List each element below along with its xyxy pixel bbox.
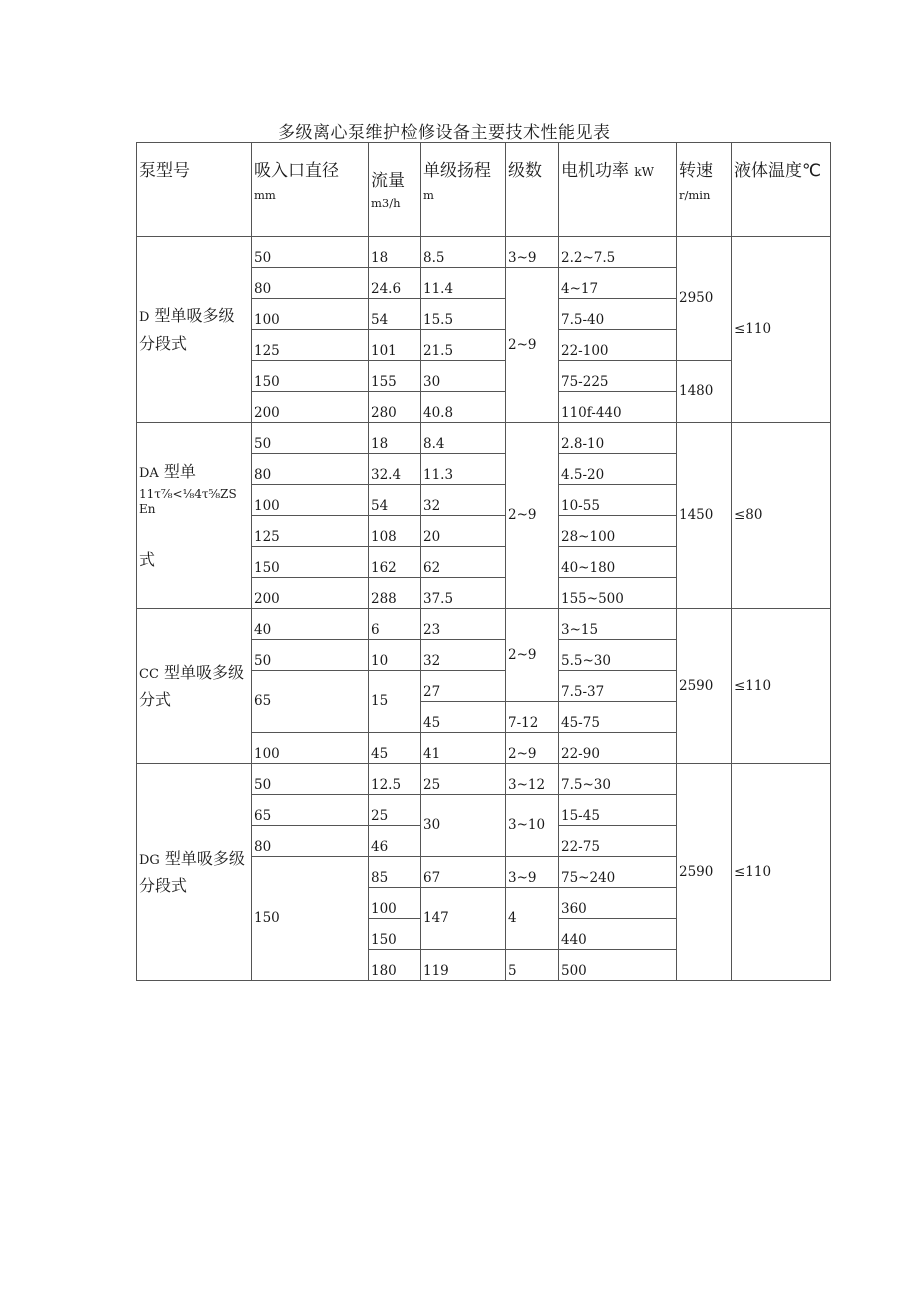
flow-cell: 100 bbox=[369, 888, 421, 919]
power-cell: 7.5-37 bbox=[559, 671, 677, 702]
power-cell: 110f-440 bbox=[559, 392, 677, 423]
flow-cell: 288 bbox=[369, 578, 421, 609]
inlet-cell: 50 bbox=[252, 764, 369, 795]
inlet-cell: 150 bbox=[252, 547, 369, 578]
flow-cell: 54 bbox=[369, 485, 421, 516]
flow-cell: 15 bbox=[369, 671, 421, 733]
head-cell: 30 bbox=[421, 795, 506, 857]
flow-cell: 10 bbox=[369, 640, 421, 671]
stages-cell: 4 bbox=[506, 888, 559, 950]
table-row bbox=[137, 609, 831, 640]
flow-cell: 18 bbox=[369, 423, 421, 454]
inlet-cell: 125 bbox=[252, 516, 369, 547]
head-cell: 15.5 bbox=[421, 299, 506, 330]
inlet-cell: 100 bbox=[252, 299, 369, 330]
inlet-cell: 50 bbox=[252, 237, 369, 268]
temp-cell: ≤110 bbox=[732, 237, 831, 423]
flow-cell: 280 bbox=[369, 392, 421, 423]
head-cell: 21.5 bbox=[421, 330, 506, 361]
inlet-cell: 80 bbox=[252, 454, 369, 485]
head-cell: 8.4 bbox=[421, 423, 506, 454]
power-cell: 4.5-20 bbox=[559, 454, 677, 485]
performance-table bbox=[136, 142, 831, 981]
head-cell: 147 bbox=[421, 888, 506, 950]
power-cell: 28~100 bbox=[559, 516, 677, 547]
head-cell: 25 bbox=[421, 764, 506, 795]
inlet-cell: 200 bbox=[252, 392, 369, 423]
flow-cell: 24.6 bbox=[369, 268, 421, 299]
speed-cell: 2590 bbox=[677, 609, 732, 764]
head-cell: 27 bbox=[421, 671, 506, 702]
stages-cell: 2~9 bbox=[506, 733, 559, 764]
inlet-cell: 65 bbox=[252, 795, 369, 826]
stages-cell: 3~10 bbox=[506, 795, 559, 857]
inlet-cell: 100 bbox=[252, 733, 369, 764]
header-stages: 级数 bbox=[506, 143, 559, 237]
inlet-cell: 50 bbox=[252, 640, 369, 671]
table-row bbox=[137, 423, 831, 454]
power-cell: 500 bbox=[559, 950, 677, 981]
head-cell: 32 bbox=[421, 485, 506, 516]
stages-cell: 7-12 bbox=[506, 702, 559, 733]
flow-cell: 54 bbox=[369, 299, 421, 330]
head-cell: 23 bbox=[421, 609, 506, 640]
table-row bbox=[137, 237, 831, 268]
stages-cell: 3~9 bbox=[506, 237, 559, 268]
inlet-cell: 50 bbox=[252, 423, 369, 454]
head-cell: 32 bbox=[421, 640, 506, 671]
inlet-cell: 80 bbox=[252, 268, 369, 299]
flow-cell: 101 bbox=[369, 330, 421, 361]
head-cell: 45 bbox=[421, 702, 506, 733]
flow-cell: 155 bbox=[369, 361, 421, 392]
power-cell: 75-225 bbox=[559, 361, 677, 392]
power-cell: 40~180 bbox=[559, 547, 677, 578]
inlet-cell: 100 bbox=[252, 485, 369, 516]
head-cell: 67 bbox=[421, 857, 506, 888]
power-cell: 5.5~30 bbox=[559, 640, 677, 671]
flow-cell: 25 bbox=[369, 795, 421, 826]
stages-cell: 3~9 bbox=[506, 857, 559, 888]
stages-cell: 3~12 bbox=[506, 764, 559, 795]
power-cell: 22-100 bbox=[559, 330, 677, 361]
stages-cell: 2~9 bbox=[506, 609, 559, 702]
flow-cell: 46 bbox=[369, 826, 421, 857]
inlet-cell: 200 bbox=[252, 578, 369, 609]
head-cell: 30 bbox=[421, 361, 506, 392]
inlet-cell: 125 bbox=[252, 330, 369, 361]
power-cell: 3~15 bbox=[559, 609, 677, 640]
power-cell: 7.5-40 bbox=[559, 299, 677, 330]
document-title: 多级离心泵维护检修设备主要技术性能见表 bbox=[278, 123, 611, 143]
header-row bbox=[137, 143, 831, 237]
flow-cell: 150 bbox=[369, 919, 421, 950]
header-inlet: 吸入口直径 mm bbox=[252, 143, 369, 237]
header-speed: 转速 r/min bbox=[677, 143, 732, 237]
power-cell: 440 bbox=[559, 919, 677, 950]
flow-cell: 180 bbox=[369, 950, 421, 981]
flow-cell: 85 bbox=[369, 857, 421, 888]
model-cell: CC 型单吸多级分式 bbox=[137, 609, 252, 764]
flow-cell: 45 bbox=[369, 733, 421, 764]
header-power: 电机功率 kW bbox=[559, 143, 677, 237]
head-cell: 40.8 bbox=[421, 392, 506, 423]
stages-cell: 2~9 bbox=[506, 268, 559, 423]
speed-cell: 1450 bbox=[677, 423, 732, 609]
head-cell: 41 bbox=[421, 733, 506, 764]
model-cell: DA 型单 11τ⅞<⅛4τ⅝ZS En 式 bbox=[137, 423, 252, 609]
power-cell: 22-75 bbox=[559, 826, 677, 857]
power-cell: 15-45 bbox=[559, 795, 677, 826]
flow-cell: 162 bbox=[369, 547, 421, 578]
head-cell: 11.4 bbox=[421, 268, 506, 299]
header-model: 泵型号 bbox=[137, 143, 252, 237]
power-cell: 2.8-10 bbox=[559, 423, 677, 454]
head-cell: 8.5 bbox=[421, 237, 506, 268]
power-cell: 7.5~30 bbox=[559, 764, 677, 795]
power-cell: 2.2~7.5 bbox=[559, 237, 677, 268]
inlet-cell: 80 bbox=[252, 826, 369, 857]
head-cell: 62 bbox=[421, 547, 506, 578]
model-cell: DG 型单吸多级分段式 bbox=[137, 764, 252, 981]
header-head: 单级扬程 m bbox=[421, 143, 506, 237]
table-row bbox=[137, 764, 831, 795]
temp-cell: ≤80 bbox=[732, 423, 831, 609]
power-cell: 10-55 bbox=[559, 485, 677, 516]
head-cell: 37.5 bbox=[421, 578, 506, 609]
power-cell: 75~240 bbox=[559, 857, 677, 888]
power-cell: 4~17 bbox=[559, 268, 677, 299]
inlet-cell: 150 bbox=[252, 361, 369, 392]
power-cell: 155~500 bbox=[559, 578, 677, 609]
temp-cell: ≤110 bbox=[732, 609, 831, 764]
head-cell: 20 bbox=[421, 516, 506, 547]
flow-cell: 108 bbox=[369, 516, 421, 547]
flow-cell: 12.5 bbox=[369, 764, 421, 795]
stages-cell: 2~9 bbox=[506, 423, 559, 609]
power-cell: 22-90 bbox=[559, 733, 677, 764]
inlet-cell: 65 bbox=[252, 671, 369, 733]
header-temp: 液体温度℃ bbox=[732, 143, 831, 237]
speed-cell: 2950 bbox=[677, 237, 732, 361]
inlet-cell: 150 bbox=[252, 857, 369, 981]
head-cell: 119 bbox=[421, 950, 506, 981]
flow-cell: 32.4 bbox=[369, 454, 421, 485]
power-cell: 45-75 bbox=[559, 702, 677, 733]
flow-cell: 6 bbox=[369, 609, 421, 640]
stages-cell: 5 bbox=[506, 950, 559, 981]
head-cell: 11.3 bbox=[421, 454, 506, 485]
speed-cell: 1480 bbox=[677, 361, 732, 423]
speed-cell: 2590 bbox=[677, 764, 732, 981]
inlet-cell: 40 bbox=[252, 609, 369, 640]
header-flow: 流量 m3/h bbox=[369, 143, 421, 237]
model-cell: D 型单吸多级分段式 bbox=[137, 237, 252, 423]
power-cell: 360 bbox=[559, 888, 677, 919]
temp-cell: ≤110 bbox=[732, 764, 831, 981]
flow-cell: 18 bbox=[369, 237, 421, 268]
